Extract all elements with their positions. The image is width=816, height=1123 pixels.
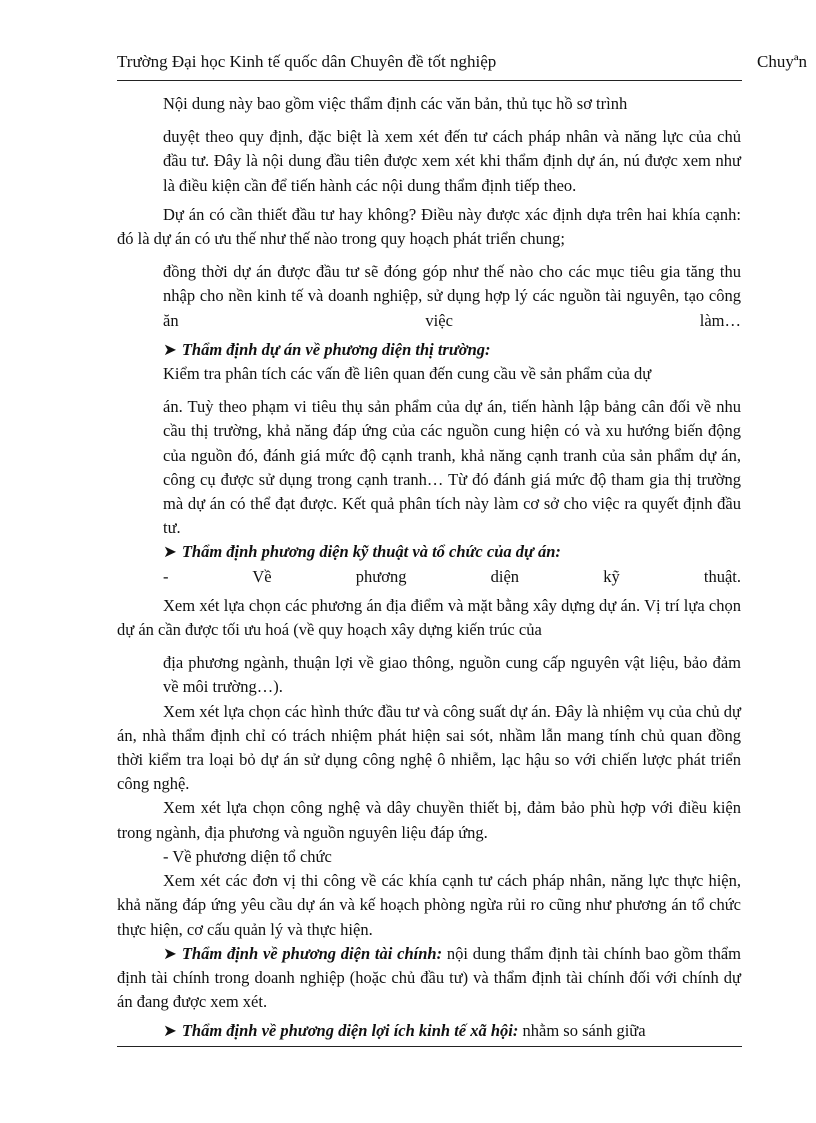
section-heading-technical: [117, 540, 741, 564]
paragraph-7: Xem xét lựa chọn công nghệ và dây chuyền thiết bị, đảm bảo phù hợp với điều kiện trong ngành, địa phương và nguồn nguyên liệu đáp ứng.: [117, 798, 741, 842]
paragraph-socioeconomic: [117, 1019, 741, 1043]
paragraph-9: Xem xét các đơn vị thi công về các khía cạnh tư cách pháp nhân, năng lực thực hiện, khả năng đáp ứng yêu cầu dự án và kế hoạch phòng ngừa rủi ro cũng như phương án tổ chức thực hiện, cơ cấu quản lý và thực hiện.: [117, 871, 741, 939]
heading-text: Thẩm định về phương diện tài chính:: [181, 943, 443, 963]
arrow-bullet-icon: ➤: [163, 1021, 177, 1041]
heading-text: Thẩm định về phương diện lợi ích kinh tế xã hội:: [181, 1021, 519, 1041]
paragraph-4: - Về phương diện kỹ thuật.: [163, 566, 741, 586]
paragraph-5a: Xem xét lựa chọn các phương án địa điểm và mặt bằng xây dựng dự án. Vị trí lựa chọn dự án cần được tối ưu hoá (về quy hoạch xây dựng kiến trúc của: [117, 595, 741, 640]
paragraph-8: - Về phương diện tổ chức: [163, 846, 332, 866]
paragraph-text: nội dung thẩm định tài chính bao gồm thẩm định tài chính trong doanh nghiệp (hoặc chủ đầu tư) và thẩm định tài chính đối với chính dự án đang được xem xét.: [117, 943, 742, 1012]
paragraph-text: nhằm so sánh giữa: [518, 1021, 646, 1041]
arrow-bullet-icon: ➤: [163, 542, 177, 562]
footer-divider: [117, 1046, 742, 1047]
section-heading-market: [117, 338, 741, 362]
paragraph-1b: duyệt theo quy định, đặc biệt là xem xét đến tư cách pháp nhân và năng lực của chủ đầu tư. Đây là nội dung đầu tiên được xem xét khi thẩm định dự án, nú được xem như là điều kiện cần để tiến hành các nội dung thẩm định tiếp theo.: [163, 127, 741, 195]
header-divider: [117, 80, 742, 81]
page-header-title: Trường Đại học Kinh tế quốc dân Chuyên đề tốt nghiệp: [117, 52, 497, 71]
page-header-right: Chuyªn: [757, 52, 808, 71]
paragraph-3b: án. Tuỳ theo phạm vi tiêu thụ sản phẩm của dự án, tiến hành lập bảng cân đối về nhu cầu thị trường, khả năng đáp ứng của các nguồn cung hiện có và xu hướng biến động của nguồn đó, đánh giá mức độ cạnh tranh, khả năng cạnh tranh của sản phẩm dự án, công cụ được sử dụng trong cạnh tranh… Từ đó đánh giá mức độ tham gia thị trường mà dự án có thể đạt được. Kết quả phân tích này làm cơ sở cho việc ra quyết định đầu tư.: [163, 397, 741, 538]
paragraph-3a: Kiểm tra phân tích các vấn đề liên quan đến cung cầu về sản phẩm của dự: [163, 364, 652, 384]
paragraph-6: Xem xét lựa chọn các hình thức đầu tư và công suất dự án. Đây là nhiệm vụ của chủ dự án, nhà thẩm định chỉ có trách nhiệm phát hiện sai sót, nhầm lẫn mang tính chủ quan đồng thời kiểm tra loại bỏ dự án sử dụng công nghệ ô nhiễm, lạc hậu so với chiến lược phát triển công nghệ.: [117, 701, 741, 794]
document-body: [117, 92, 741, 1044]
paragraph-2a: Dự án có cần thiết đầu tư hay không? Điều này được xác định dựa trên hai khía cạnh: đó là dự án có ưu thế như thế nào trong quy hoạch phát triển chung;: [117, 204, 741, 249]
heading-text: Thẩm định phương diện kỹ thuật và tổ chức của dự án:: [181, 542, 561, 562]
paragraph-1a: Nội dung này bao gồm việc thẩm định các văn bản, thủ tục hồ sơ trình: [163, 94, 628, 113]
paragraph-2b: đồng thời dự án được đầu tư sẽ đóng góp như thế nào cho các mục tiêu gia tăng thu nhập cho nền kinh tế và doanh nghiệp, sử dụng hợp lý các nguồn tài nguyên, tạo công ăn việc làm…: [163, 262, 741, 330]
paragraph-5b: địa phương ngành, thuận lợi về giao thông, nguồn cung cấp nguyên vật liệu, bảo đảm về môi trường…).: [163, 653, 741, 697]
paragraph-financial: [117, 942, 741, 1015]
arrow-bullet-icon: ➤: [163, 339, 177, 359]
heading-text: Thẩm định dự án về phương diện thị trường:: [181, 339, 491, 359]
arrow-bullet-icon: ➤: [163, 943, 177, 963]
